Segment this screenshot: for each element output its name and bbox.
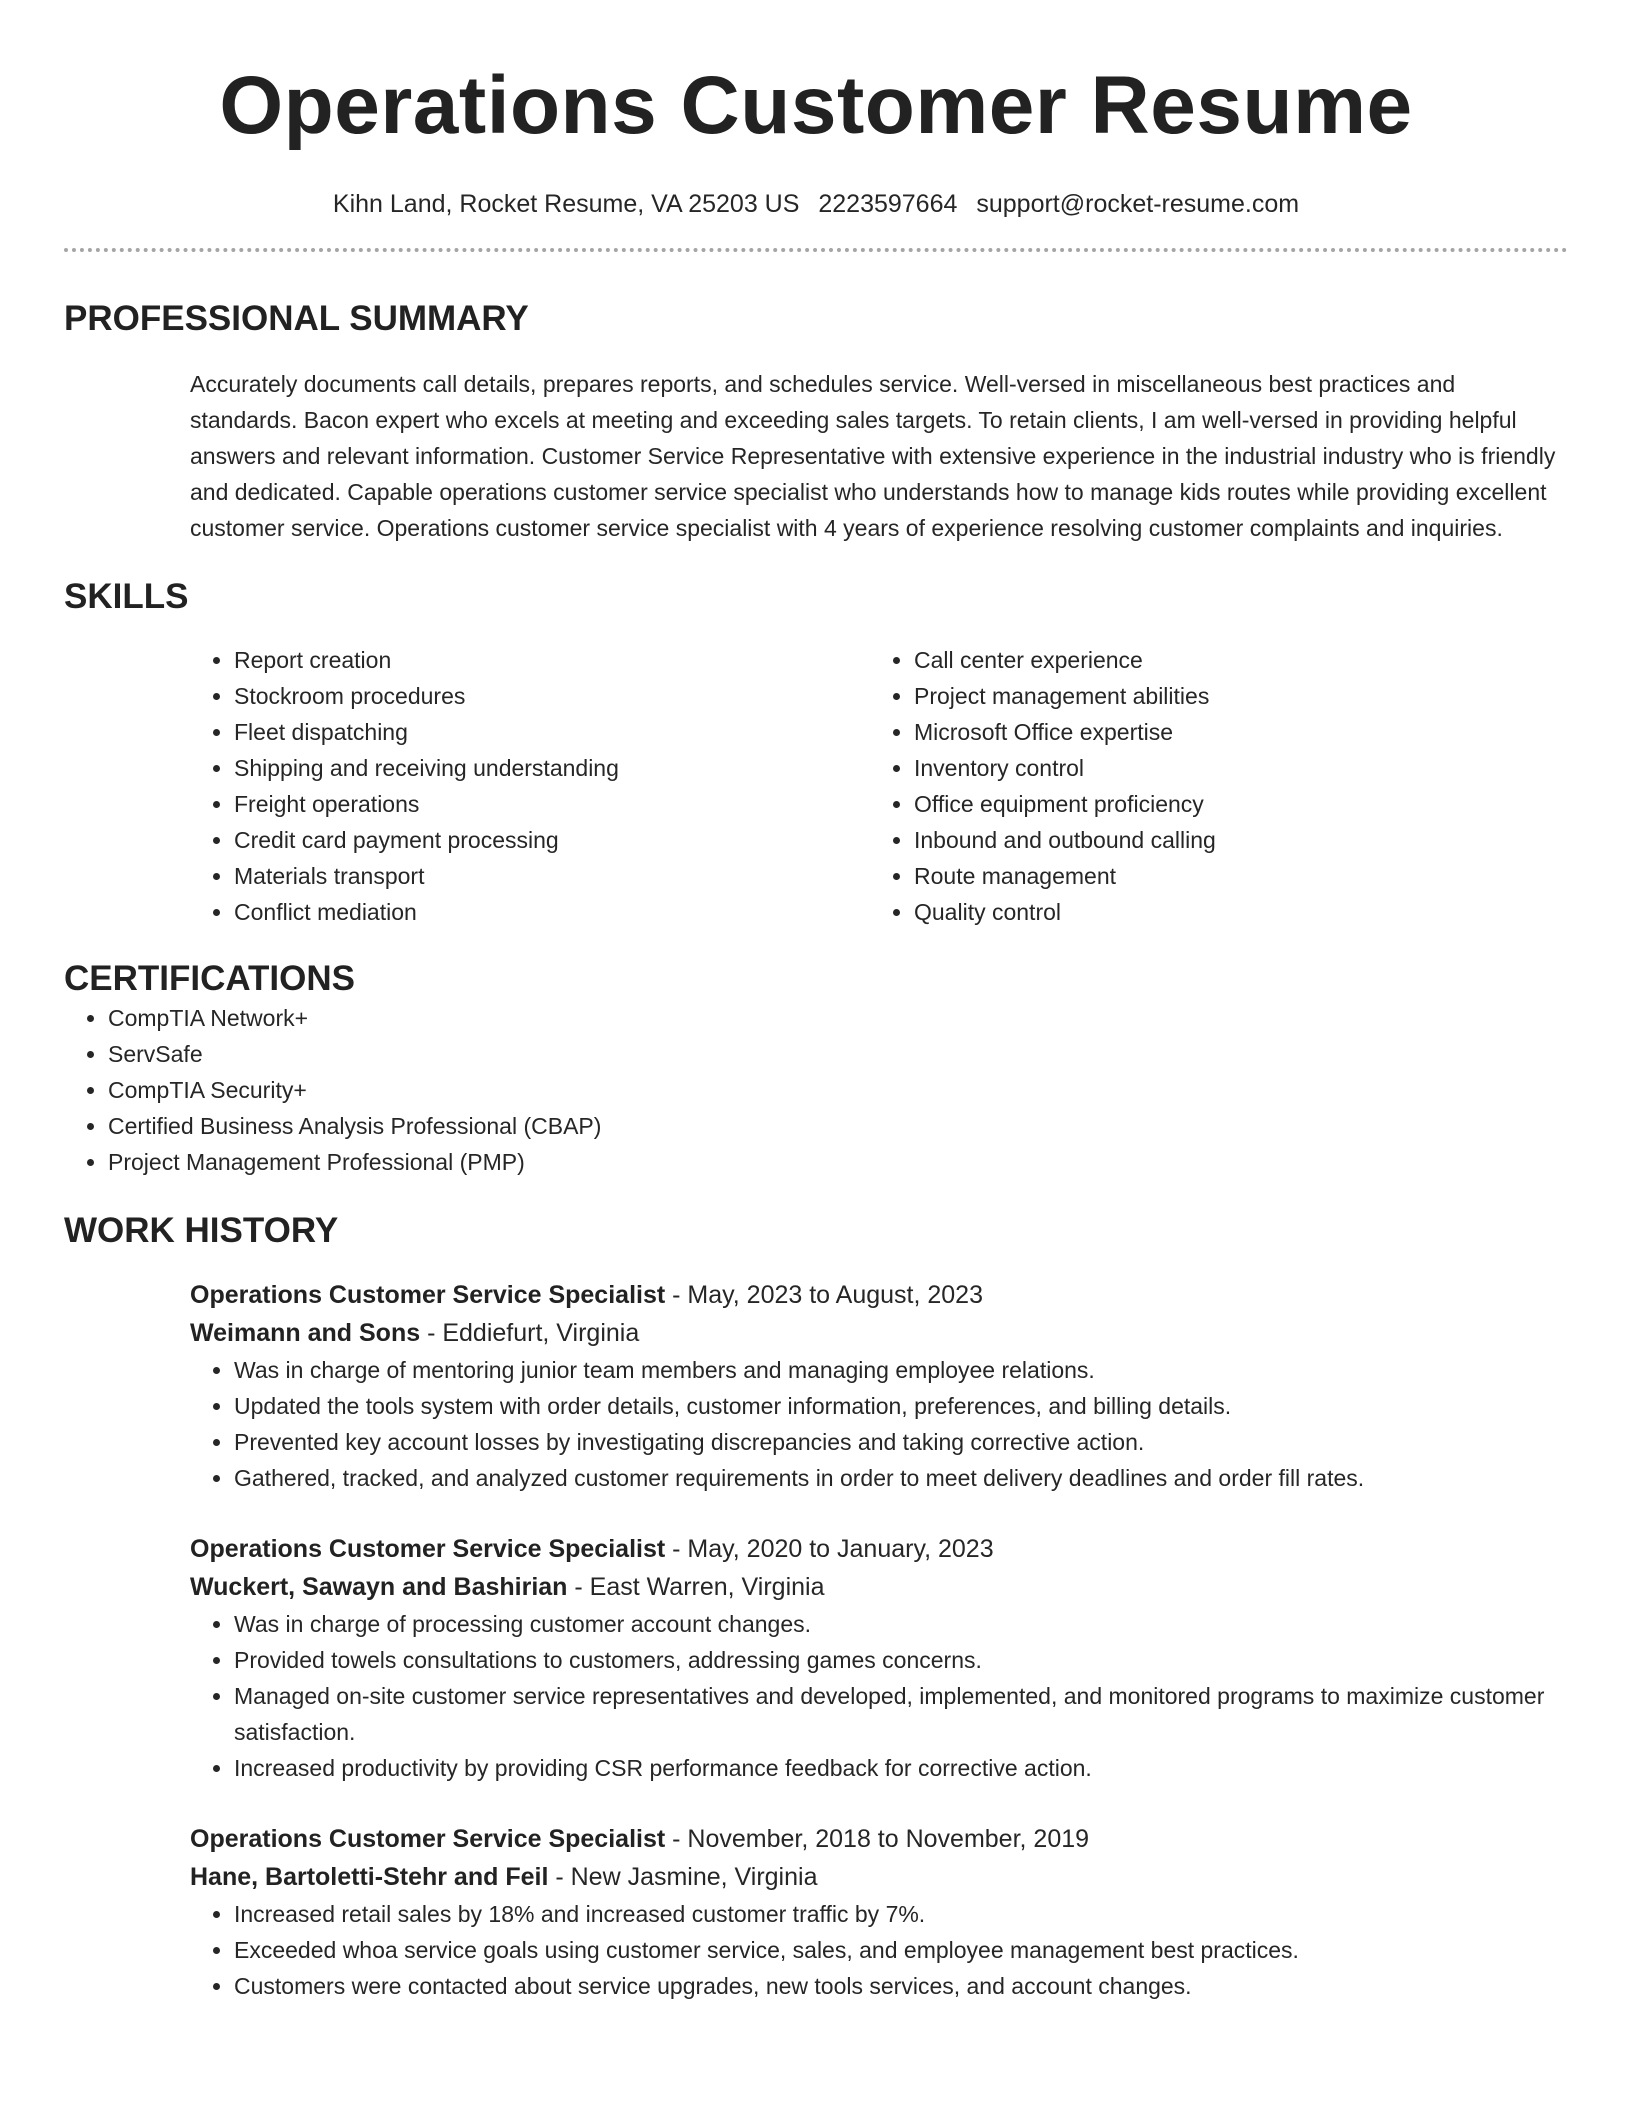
job-bullet-list — [190, 1352, 1568, 1496]
certification-item: • Project Management Professional (PMP) — [108, 1144, 1568, 1180]
certification-item: • ServSafe — [108, 1036, 1568, 1072]
job-dates: - November, 2018 to November, 2019 — [665, 1825, 1090, 1853]
job-bullet: • Gathered, tracked, and analyzed customer requirements in order to meet delivery deadlines and order fill rates. — [234, 1460, 1568, 1496]
resume-title: Operations Customer Resume — [219, 60, 1413, 151]
contact-email: support@rocket-resume.com — [976, 190, 1300, 218]
contact-line — [64, 188, 1568, 220]
skills-list-left — [190, 642, 870, 930]
header-divider — [64, 248, 1568, 252]
job-location: - East Warren, Virginia — [567, 1573, 825, 1601]
job-company-line — [190, 1314, 1568, 1352]
skill-item: • Credit card payment processing — [234, 822, 870, 858]
skill-item: • Report creation — [234, 642, 870, 678]
certification-item: • Certified Business Analysis Professional (CBAP) — [108, 1108, 1568, 1144]
resume-page — [64, 0, 1568, 2004]
skill-item: • Shipping and receiving understanding — [234, 750, 870, 786]
skills-list-right — [870, 642, 1550, 930]
skills-column-right — [870, 642, 1550, 930]
summary-text: Accurately documents call details, prepares reports, and schedules service. Well-versed in miscellaneous best practices and standards. Bacon expert who excels at meeting and exceeding sales targets. To retain clients, I am well-versed in providing helpful answers and relevant information. Customer Service Representative with extensive experience in the industrial industry who is friendly and dedicated. Capable operations customer service specialist who understands how to manage kids routes while providing excellent customer service. Operations customer service specialist with 4 years of experience resolving customer complaints and inquiries. — [190, 371, 1556, 541]
work-history-section — [64, 1210, 1568, 2004]
skill-item: • Call center experience — [914, 642, 1550, 678]
skill-item: • Quality control — [914, 894, 1550, 930]
certifications-section — [64, 958, 1568, 1180]
job-bullet-list — [190, 1606, 1568, 1786]
skill-item: • Stockroom procedures — [234, 678, 870, 714]
skills-column-left — [190, 642, 870, 930]
job-title-line — [190, 1820, 1568, 1858]
job-location: - New Jasmine, Virginia — [548, 1863, 818, 1891]
job-company: Wuckert, Sawayn and Bashirian — [190, 1573, 568, 1601]
job-bullet: • Updated the tools system with order details, customer information, preferences, and billing details. — [234, 1388, 1568, 1424]
job-entry — [190, 1820, 1568, 2004]
summary-section — [64, 298, 1568, 546]
certification-item: • CompTIA Network+ — [108, 1000, 1568, 1036]
job-bullet: • Increased retail sales by 18% and increased customer traffic by 7%. — [234, 1896, 1568, 1932]
skills-heading: SKILLS — [64, 577, 189, 616]
skill-item: • Fleet dispatching — [234, 714, 870, 750]
job-bullet: • Exceeded whoa service goals using customer service, sales, and employee management best practices. — [234, 1932, 1568, 1968]
job-bullet: • Was in charge of mentoring junior team members and managing employee relations. — [234, 1352, 1568, 1388]
job-company-line — [190, 1858, 1568, 1896]
skill-item: • Office equipment proficiency — [914, 786, 1550, 822]
skill-item: • Freight operations — [234, 786, 870, 822]
job-bullet: • Prevented key account losses by investigating discrepancies and taking corrective action. — [234, 1424, 1568, 1460]
skill-item: • Materials transport — [234, 858, 870, 894]
job-bullet: • Was in charge of processing customer account changes. — [234, 1606, 1568, 1642]
job-role: Operations Customer Service Specialist — [190, 1535, 666, 1563]
skill-item: • Inbound and outbound calling — [914, 822, 1550, 858]
job-role: Operations Customer Service Specialist — [190, 1825, 666, 1853]
contact-phone: 2223597664 — [818, 190, 958, 218]
job-company: Weimann and Sons — [190, 1319, 421, 1347]
certifications-list — [64, 1000, 1568, 1180]
skill-item: • Inventory control — [914, 750, 1550, 786]
job-company-line — [190, 1568, 1568, 1606]
job-entry — [190, 1276, 1568, 1496]
job-title-line — [190, 1530, 1568, 1568]
skill-item: • Project management abilities — [914, 678, 1550, 714]
contact-address: Kihn Land, Rocket Resume, VA 25203 US — [332, 190, 800, 218]
work-history-heading: WORK HISTORY — [64, 1211, 339, 1250]
skills-grid — [190, 642, 1568, 930]
job-bullet-list — [190, 1896, 1568, 2004]
job-company: Hane, Bartoletti-Stehr and Feil — [190, 1863, 549, 1891]
certification-item: • CompTIA Security+ — [108, 1072, 1568, 1108]
job-dates: - May, 2020 to January, 2023 — [665, 1535, 994, 1563]
skills-section — [64, 576, 1568, 930]
job-bullet: • Managed on-site customer service representatives and developed, implemented, and monitored programs to maximize customer satisfaction. — [234, 1678, 1568, 1750]
skill-item: • Microsoft Office expertise — [914, 714, 1550, 750]
resume-header — [64, 0, 1568, 252]
summary-heading: PROFESSIONAL SUMMARY — [64, 299, 529, 338]
job-location: - Eddiefurt, Virginia — [420, 1319, 640, 1347]
certifications-heading: CERTIFICATIONS — [64, 959, 356, 998]
job-dates: - May, 2023 to August, 2023 — [665, 1281, 983, 1309]
job-bullet: • Increased productivity by providing CSR performance feedback for corrective action. — [234, 1750, 1568, 1786]
skill-item: • Conflict mediation — [234, 894, 870, 930]
job-bullet: • Provided towels consultations to customers, addressing games concerns. — [234, 1642, 1568, 1678]
job-role: Operations Customer Service Specialist — [190, 1281, 666, 1309]
skill-item: • Route management — [914, 858, 1550, 894]
job-entry — [190, 1530, 1568, 1786]
job-bullet: • Customers were contacted about service upgrades, new tools services, and account changes. — [234, 1968, 1568, 2004]
job-title-line — [190, 1276, 1568, 1314]
